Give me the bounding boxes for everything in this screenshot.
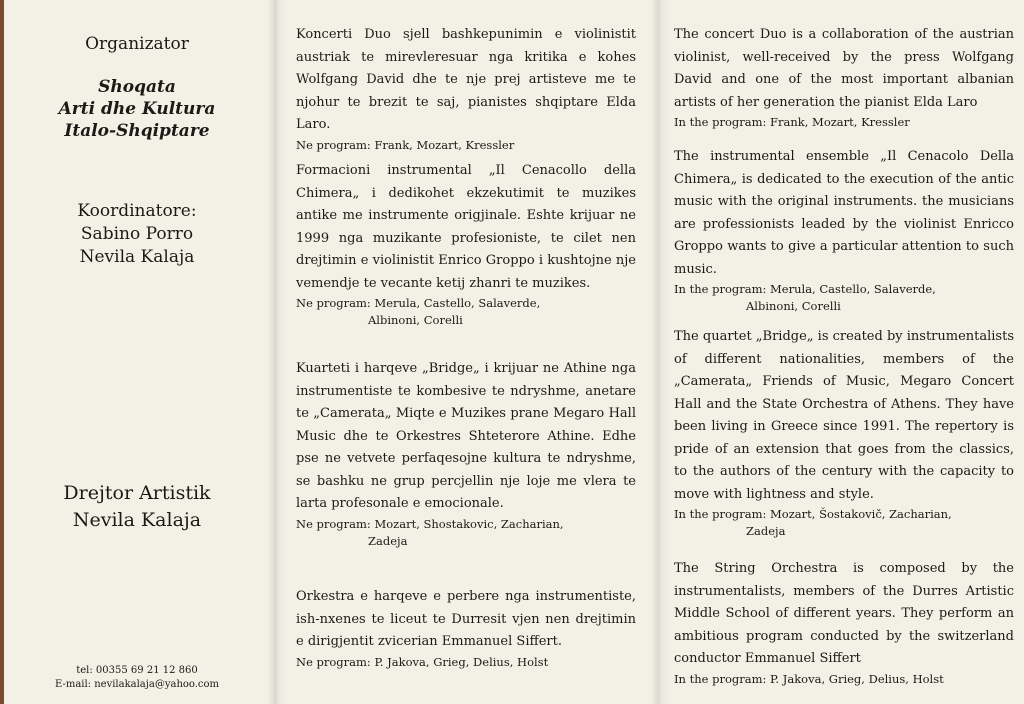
program-line: Ne program: Mozart, Shostakovic, Zacharian, xyxy=(296,516,564,531)
organizer-name-line: Shoqata xyxy=(98,77,176,97)
brochure-sheet xyxy=(4,0,1024,704)
section-duo xyxy=(674,24,1014,131)
section-text: The instrumental ensemble „Il Cenacolo Della Chimera„ is dedicated to the execution of the antic music with the original instruments. the musicians are professionists leaded by the violinist Enricco Groppo wants to give a particular attention to such music. xyxy=(674,149,1014,277)
section-text: The String Orchestra is composed by the instrumentalists, members of the Durres Artistic Middle School of different years. They perform an ambitious program conducted by the switzerland conductor Emmanuel Siffert xyxy=(674,561,1014,666)
program-line: Ne program: Frank, Mozart, Kressler xyxy=(296,137,515,152)
program-line: In the program: Merula, Castello, Salaverde, xyxy=(674,282,936,296)
section-text: The concert Duo is a collaboration of the austrian violinist, well-received by the press Wolfgang David and one of the most important albanian artists of her generation the pianist Elda Laro xyxy=(674,27,1014,110)
coordinator-name: Nevila Kalaja xyxy=(79,247,195,267)
email-address: E-mail: nevilakalaja@yahoo.com xyxy=(54,679,220,690)
artistic-director-name: Nevila Kalaja xyxy=(72,509,202,531)
phone-number: tel: 00355 69 21 12 860 xyxy=(76,665,198,676)
english-panel xyxy=(664,0,1024,704)
section-text: Formacioni instrumental „Il Cenacollo della Chimera„ i dedikohet ekzekutimit te muzikes antike me instrumente origjinale. Eshte krijuar ne 1999 nga muzikante profesioniste, te cilet nen drejtimin e violinistit Enrico Groppo i kushtojne nje vemendje te vecante ketij zhanri te muzikes. xyxy=(296,163,636,291)
section-text: Koncerti Duo sjell bashkepunimin e violinistit austriak te mirevleresuar nga kritika e kohes Wolfgang David dhe te nje prej artisteve me te njohur te brezit te saj, pianistes shqiptare Elda Laro. xyxy=(296,27,636,132)
contact-block xyxy=(4,664,270,692)
section-bridge xyxy=(674,326,1014,540)
organizer-panel xyxy=(4,0,270,704)
organizer-name xyxy=(4,76,270,142)
section-text: Orkestra e harqeve e perbere nga instrumentiste, ish-nxenes te liceut te Durresit vjen nen drejtimin e dirigjentit zvicerian Emmanuel Siffert. xyxy=(296,589,636,649)
section-text: Kuarteti i harqeve „Bridge„ i krijuar ne Athine nga instrumentiste te kombesive te ndryshme, anetare te „Camerata„ Miqte e Muzikes prane Megaro Hall Music dhe te Orkestres Shteterore Athine. Edhe pse ne vetvete perfaqesojne kultura te ndryshme, se bashku ne grup percjellin nje loje me vlera te larta profesonale e emocionale. xyxy=(296,361,636,511)
section-cenacolo xyxy=(674,146,1014,315)
program-line-cont: Albinoni, Corelli xyxy=(368,313,463,327)
artistic-director-block xyxy=(4,480,270,534)
coordinator-name: Sabino Porro xyxy=(80,224,194,244)
program-line-cont: Albinoni, Corelli xyxy=(746,299,841,313)
section-cenacolo xyxy=(296,160,636,329)
organizer-name-line: Italo-Shqiptare xyxy=(64,121,210,141)
program-line-cont: Zadeja xyxy=(746,524,786,538)
program-line: Ne program: Merula, Castello, Salaverde, xyxy=(296,296,541,310)
artistic-director-label: Drejtor Artistik xyxy=(63,482,211,504)
organizer-label: Organizator xyxy=(85,34,189,54)
section-text: The quartet „Bridge„ is created by instrumentalists of different nationalities, members of the „Camerata„ Friends of Music, Megaro Concert Hall and the State Orchestra of Athens. They have been living in Greece since 1991. The repertory is pride of an extension that goes from the classics, to the authors of the century with the capacity to move with lightness and style. xyxy=(674,329,1014,502)
section-bridge xyxy=(296,358,636,550)
program-line: Ne program: P. Jakova, Grieg, Delius, Holst xyxy=(296,654,549,669)
program-line: In the program: P. Jakova, Grieg, Delius, Holst xyxy=(674,671,944,686)
program-line: In the program: Mozart, Šostakovič, Zacharian, xyxy=(674,507,952,521)
section-string-orchestra xyxy=(674,558,1014,688)
program-line-cont: Zadeja xyxy=(368,533,408,548)
organizer-name-line: Arti dhe Kultura xyxy=(58,99,216,119)
albanian-panel xyxy=(284,0,648,704)
coordinators-block xyxy=(4,200,270,269)
section-duo xyxy=(296,24,636,154)
section-string-orchestra xyxy=(296,586,636,671)
coordinators-label: Koordinatore: xyxy=(77,201,197,221)
program-line: In the program: Frank, Mozart, Kressler xyxy=(674,115,910,129)
